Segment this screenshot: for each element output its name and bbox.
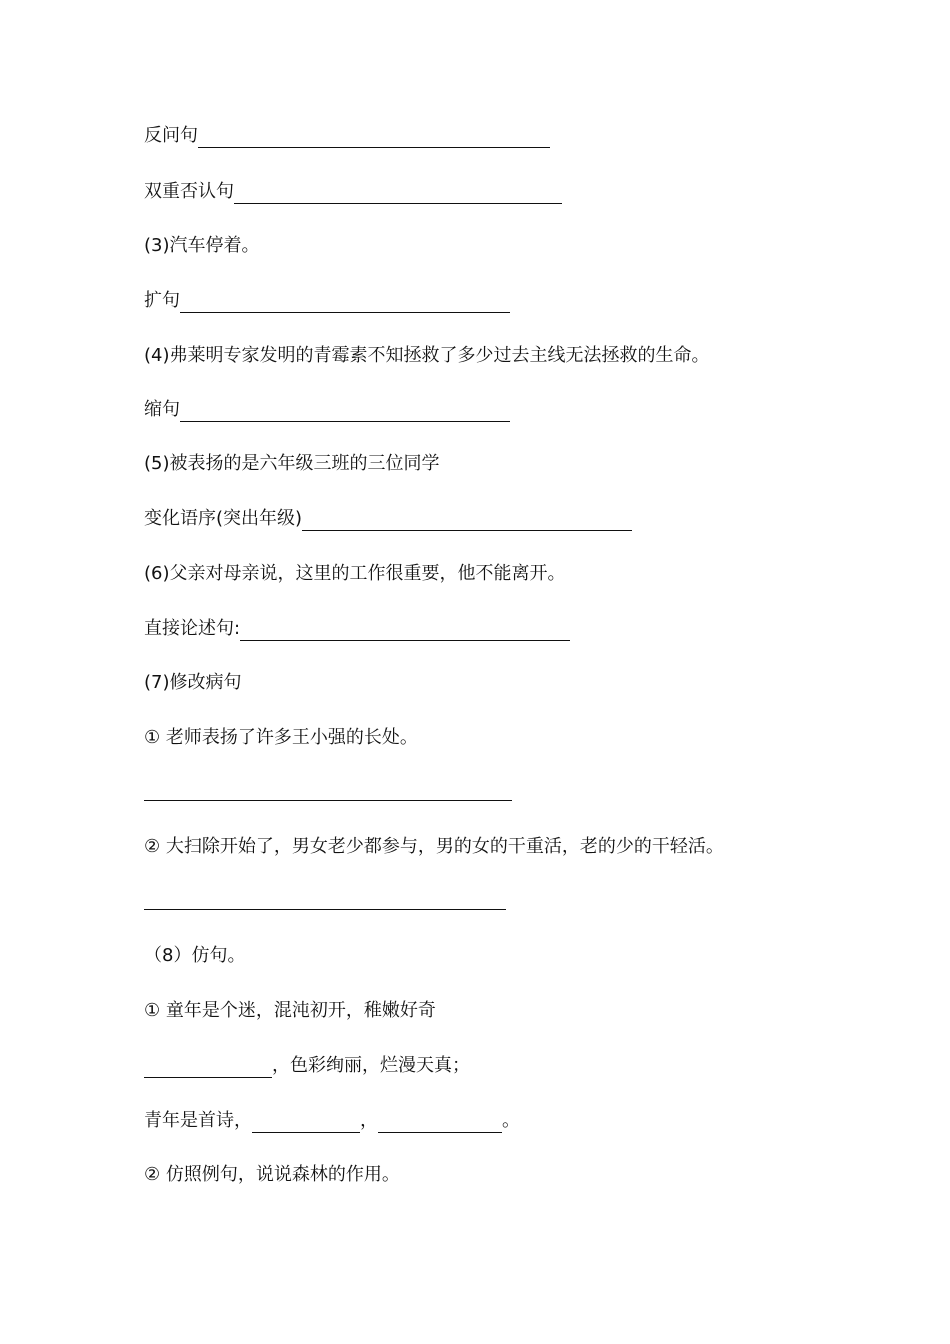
imitation-line-3-comma: ， [360, 1110, 378, 1131]
question-8-item-1 [144, 999, 436, 1023]
question-7-heading [144, 671, 242, 695]
question-7-item-2-answer-blank[interactable] [144, 909, 506, 910]
rhetorical-question-row [144, 124, 550, 148]
question-3-sentence [144, 234, 260, 258]
reorder-sentence-blank[interactable] [302, 512, 632, 531]
question-5-text: (5)被表扬的是六年级三班的三位同学 [144, 453, 440, 474]
double-negative-blank[interactable] [234, 185, 562, 204]
question-8-heading [144, 944, 245, 968]
imitation-line-3-blank-1[interactable] [252, 1114, 360, 1133]
shorten-sentence-blank[interactable] [180, 403, 510, 422]
imitation-line-3-blank-2[interactable] [378, 1114, 502, 1133]
imitation-line-3-period: 。 [502, 1110, 520, 1131]
imitation-line-2-comma: ， [272, 1055, 290, 1076]
imitation-line-3 [144, 1109, 520, 1133]
question-6-sentence [144, 562, 566, 586]
shorten-sentence-label: 缩句 [144, 399, 180, 420]
question-8-item-2 [144, 1163, 400, 1187]
imitation-line-2-text: 色彩绚丽，烂漫天真； [290, 1055, 470, 1076]
question-4-sentence [144, 344, 710, 368]
question-8-item-1-text: ① 童年是个迷，混沌初开，稚嫩好奇 [144, 1000, 436, 1021]
question-5-sentence [144, 452, 440, 476]
double-negative-label: 双重否认句 [144, 181, 234, 202]
imitation-line-2 [144, 1054, 470, 1078]
question-8-title: （8）仿句。 [144, 945, 246, 966]
expand-sentence-blank[interactable] [180, 294, 510, 313]
question-7-item-2-text: ② 大扫除开始了，男女老少都参与，男的女的干重活，老的少的干轻活。 [144, 836, 724, 857]
rhetorical-question-blank[interactable] [198, 129, 550, 148]
question-7-title: (7)修改病句 [144, 672, 242, 693]
imitation-line-2-blank[interactable] [144, 1059, 272, 1078]
expand-sentence-label: 扩句 [144, 290, 180, 311]
direct-speech-blank[interactable] [240, 622, 570, 641]
question-8-item-2-text: ② 仿照例句，说说森林的作用。 [144, 1164, 400, 1185]
rhetorical-question-label: 反问句 [144, 125, 198, 146]
direct-speech-row [144, 617, 570, 641]
double-negative-row [144, 180, 562, 204]
question-7-item-1-answer-blank[interactable] [144, 800, 512, 801]
reorder-sentence-row [144, 507, 632, 531]
question-3-text: (3)汽车停着。 [144, 235, 260, 256]
direct-speech-label: 直接论述句: [144, 618, 241, 639]
question-4-text: (4)弗莱明专家发明的青霉素不知拯救了多少过去主线无法拯救的生命。 [144, 345, 710, 366]
question-7-item-1 [144, 726, 418, 750]
question-7-item-1-text: ① 老师表扬了许多王小强的长处。 [144, 727, 418, 748]
shorten-sentence-row [144, 398, 510, 422]
question-7-item-2 [144, 835, 724, 859]
expand-sentence-row [144, 289, 510, 313]
reorder-sentence-label: 变化语序(突出年级) [144, 508, 303, 529]
question-6-text: (6)父亲对母亲说，这里的工作很重要，他不能离开。 [144, 563, 566, 584]
imitation-line-3-start: 青年是首诗， [144, 1110, 252, 1131]
